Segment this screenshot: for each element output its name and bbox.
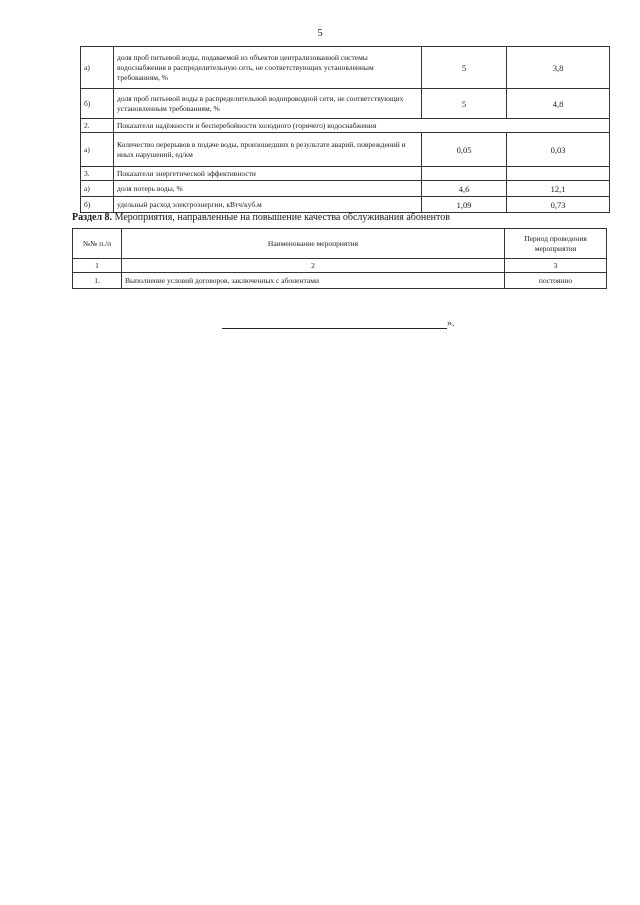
indicator-value-2: 0,03 (507, 133, 610, 167)
row-number: а) (81, 181, 114, 197)
indicator-value-1 (422, 167, 507, 181)
measure-name: Выполнение условий договоров, заключенных с абонентами (122, 273, 505, 289)
row-number: б) (81, 197, 114, 213)
indicator-value-1: 5 (422, 47, 507, 89)
indicator-value-1: 0,05 (422, 133, 507, 167)
measure-period: постоянно (505, 273, 607, 289)
indicator-value-1: 1,09 (422, 197, 507, 213)
measures-table (72, 228, 607, 289)
row-number: 1. (73, 273, 122, 289)
indicator-name: доля проб питьевой воды в распределительной водопроводной сети, не соответствующих установленным требованиям, % (114, 89, 422, 119)
row-number: б) (81, 89, 114, 119)
column-header: Наименование мероприятия (122, 229, 505, 259)
table-row (81, 181, 610, 197)
table-row (81, 47, 610, 89)
row-number: а) (81, 47, 114, 89)
table-row (73, 273, 607, 289)
column-index: 1 (73, 259, 122, 273)
table-index-row (73, 259, 607, 273)
closing-quote: ». (447, 318, 455, 329)
indicator-value-1: 5 (422, 89, 507, 119)
table-header-row (73, 229, 607, 259)
indicator-group-name: Показатели надёжности и бесперебойности холодного (горячего) водоснабжения (114, 119, 610, 133)
indicator-name: доля проб питьевой воды, подаваемой из объектов централизованной системы водоснабжения в распределительную сеть, не соответствующих установленным требованиям, % (114, 47, 422, 89)
row-number: 3. (81, 167, 114, 181)
section-title-text: Мероприятия, направленные на повышение качества обслуживания абонентов (114, 212, 450, 223)
section-heading (72, 212, 450, 223)
column-index: 2 (122, 259, 505, 273)
indicator-value-1: 4,6 (422, 181, 507, 197)
column-index: 3 (505, 259, 607, 273)
indicator-name: Количество перерывов в подаче воды, произошедших в результате аварий, повреждений и иных нарушений, ед/км (114, 133, 422, 167)
column-header: Период проведения мероприятия (505, 229, 607, 259)
table-row (81, 89, 610, 119)
row-number: 2. (81, 119, 114, 133)
indicator-value-2 (507, 167, 610, 181)
section-label: Раздел 8. (72, 212, 113, 223)
indicator-name: доля потерь воды, % (114, 181, 422, 197)
indicator-value-2: 4,8 (507, 89, 610, 119)
blank-line (222, 318, 447, 329)
row-number: а) (81, 133, 114, 167)
table-row (81, 167, 610, 181)
indicator-value-2: 0,73 (507, 197, 610, 213)
column-header: №№ п./п (73, 229, 122, 259)
indicator-value-2: 12,1 (507, 181, 610, 197)
page-number: 5 (317, 28, 323, 39)
indicators-table (80, 46, 610, 213)
indicator-value-2: 3,8 (507, 47, 610, 89)
indicator-group-name: Показатели энергетической эффективности (114, 167, 422, 181)
indicator-name: удельный расход электроэнергии, кВтч/куб.м (114, 197, 422, 213)
table-row (81, 197, 610, 213)
table-row (81, 119, 610, 133)
closing-line (222, 318, 455, 329)
table-row (81, 133, 610, 167)
